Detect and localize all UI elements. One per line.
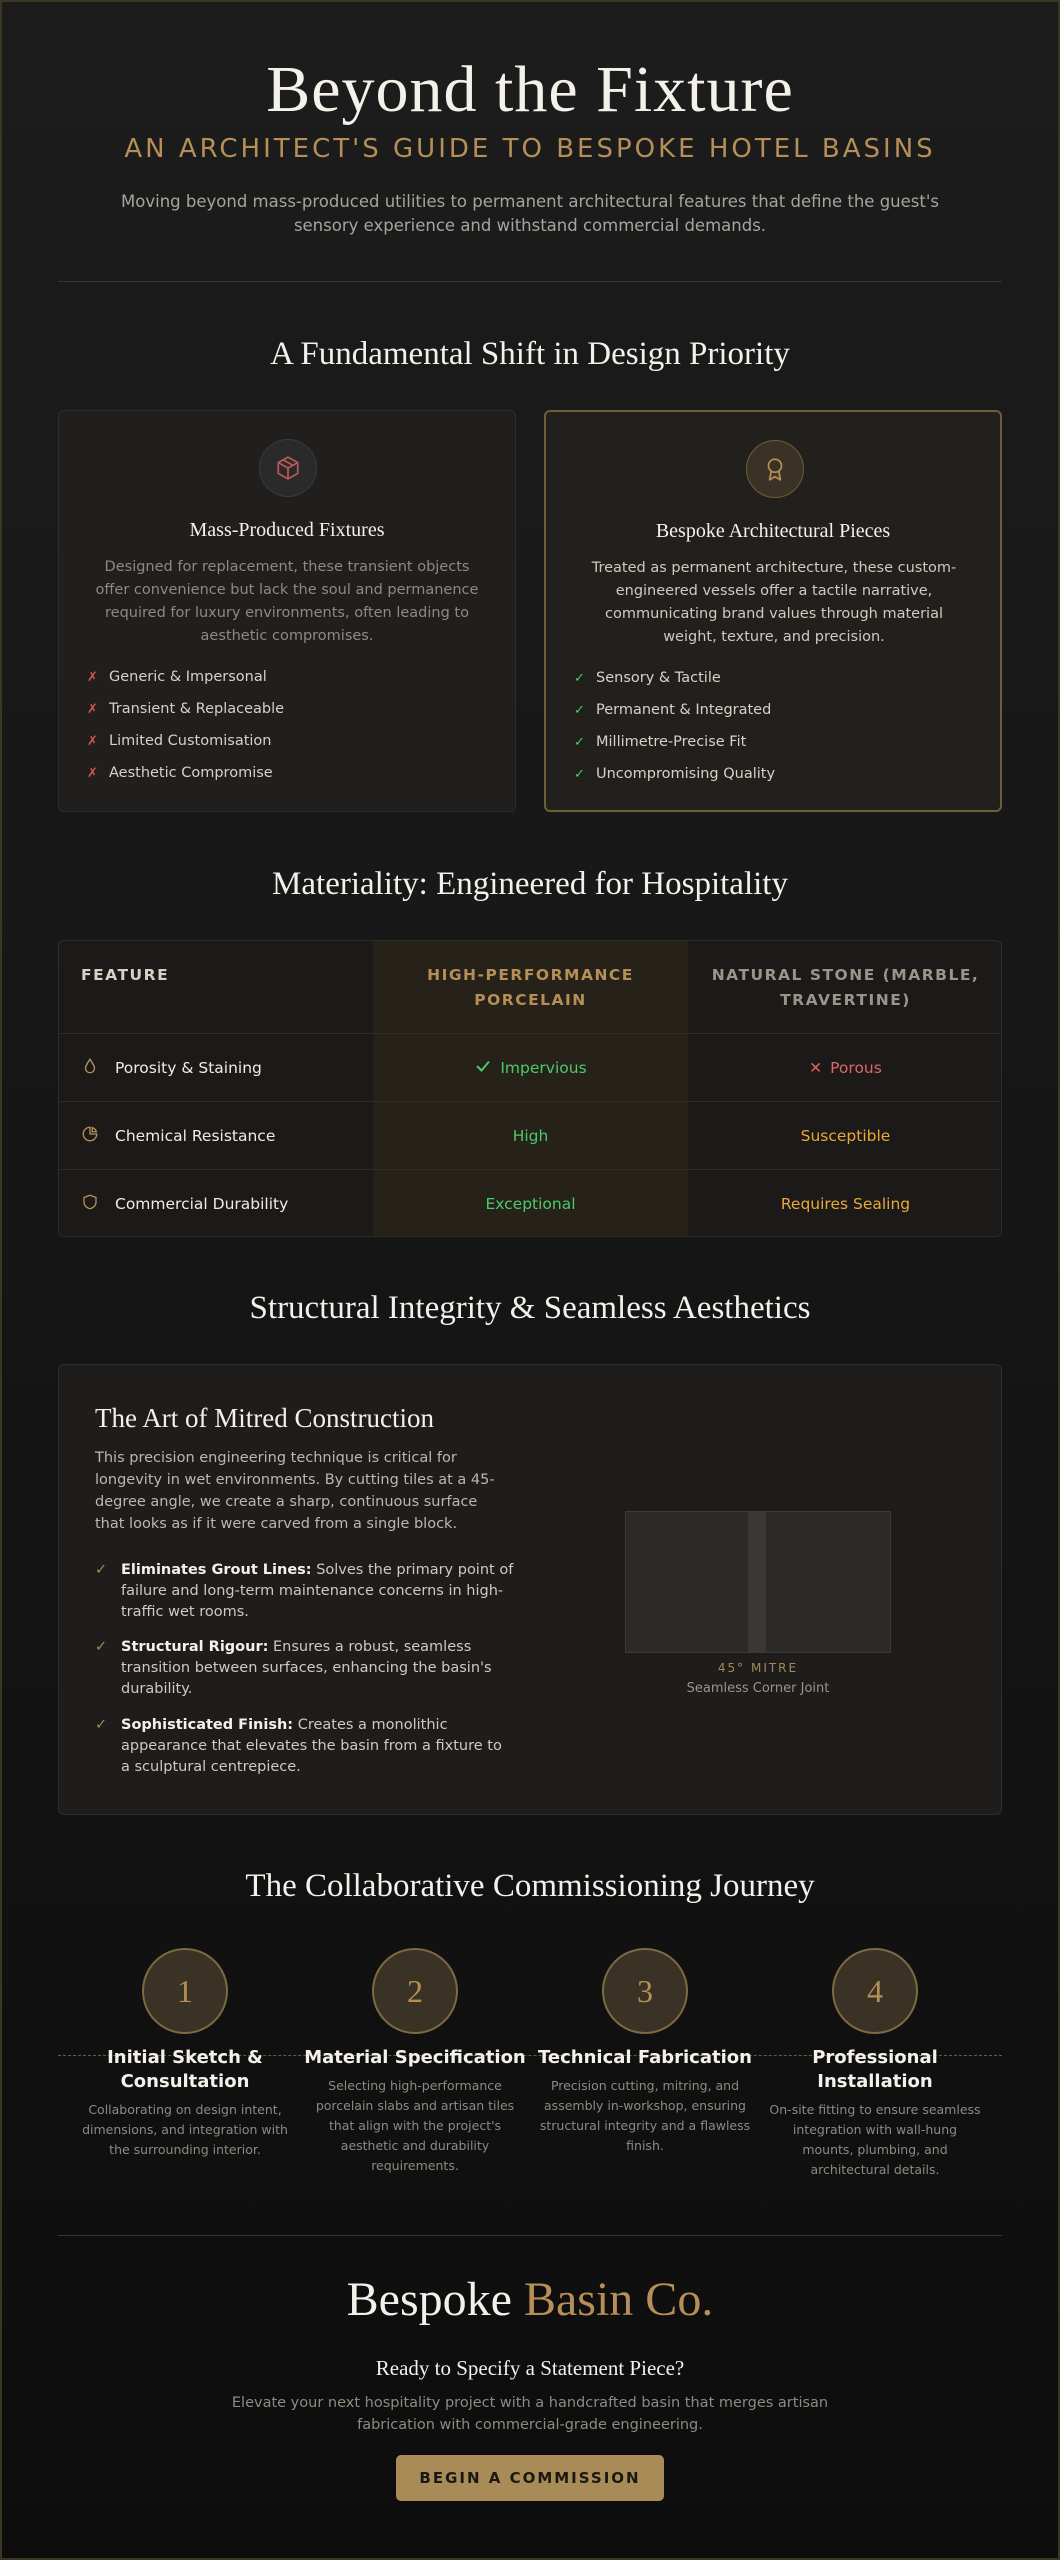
hero-description: Moving beyond mass-produced utilities to permanent architectural features that define the guest's sensory experience and withstand commercial demands. bbox=[121, 192, 939, 235]
step-number: 2 bbox=[372, 1948, 458, 2034]
panel-title: The Art of Mitred Construction bbox=[95, 1403, 434, 1433]
step-text: Precision cutting, mitring, and assembly in-workshop, ensuring structural integrity and a flawless finish. bbox=[539, 2078, 751, 2153]
stone-value: Susceptible bbox=[800, 1126, 891, 1145]
cta-title: Ready to Specify a Statement Piece? bbox=[375, 2356, 685, 2380]
cross-icon: ✗ bbox=[87, 733, 98, 749]
check-icon: ✓ bbox=[574, 734, 585, 750]
list-item: ✗ Transient & Replaceable bbox=[87, 701, 285, 717]
section-title-shift: A Fundamental Shift in Design Priority bbox=[270, 336, 790, 372]
table-row-label: Chemical Resistance bbox=[81, 1102, 275, 1169]
award-icon bbox=[746, 440, 804, 498]
card-description: Designed for replacement, these transient objects offer convenience but lack the soul and permanence required for luxury environments, often leading to aesthetic compromises. bbox=[95, 559, 479, 644]
list-item: ✗ Limited Customisation bbox=[87, 733, 272, 749]
mass-produced-card bbox=[58, 410, 516, 812]
step-title: Professional Installation bbox=[812, 2047, 938, 2092]
porcelain-value: High bbox=[512, 1126, 549, 1145]
step-title: Initial Sketch & Consultation bbox=[107, 2047, 263, 2092]
section-title-materiality: Materiality: Engineered for Hospitality bbox=[272, 866, 788, 902]
check-icon: ✓ bbox=[574, 766, 585, 782]
feature-list bbox=[574, 662, 775, 790]
step-title: Technical Fabrication bbox=[538, 2047, 752, 2068]
step-text: On-site fitting to ensure seamless integration with wall-hung mounts, plumbing, and architectural details. bbox=[769, 2102, 981, 2177]
mitre-label: 45° MITRE bbox=[717, 1661, 799, 1675]
cta-description: Elevate your next hospitality project with a handcrafted basin that merges artisan fabrication with commercial-grade engineering. bbox=[231, 2395, 829, 2433]
mitre-caption: Seamless Corner Joint bbox=[686, 1681, 830, 1696]
shield-icon bbox=[81, 1193, 115, 1215]
divider bbox=[58, 2235, 1002, 2236]
card-title: Bespoke Architectural Pieces bbox=[655, 520, 891, 542]
table-row-label: Commercial Durability bbox=[81, 1170, 288, 1237]
benefit-point: ✓ Eliminates Grout Lines: Solves the primary point of failure and long-term maintenance concerns in high-traffic wet rooms. bbox=[95, 1560, 515, 1623]
header-stone: NATURAL STONE (MARBLE, TRAVERTINE) bbox=[711, 966, 980, 1009]
step-number: 1 bbox=[142, 1948, 228, 2034]
stone-value: ✕ Porous bbox=[809, 1058, 882, 1077]
benefit-point: ✓ Structural Rigour: Ensures a robust, seamless transition between surfaces, enhancing the basin's durability. bbox=[95, 1637, 515, 1700]
materials-table bbox=[58, 940, 1002, 1237]
step-number: 3 bbox=[602, 1948, 688, 2034]
stone-value: Requires Sealing bbox=[780, 1194, 911, 1213]
mitre-seam bbox=[748, 1512, 766, 1652]
step-text: Selecting high-performance porcelain slabs and artisan tiles that align with the project's aesthetic and durability requirements. bbox=[315, 2078, 515, 2173]
page-subtitle: AN ARCHITECT'S GUIDE TO BESPOKE HOTEL BASINS bbox=[124, 134, 936, 164]
check-icon: ✓ bbox=[574, 702, 585, 718]
cross-icon: ✗ bbox=[87, 669, 98, 685]
mitre-joint-illustration bbox=[625, 1511, 891, 1653]
list-item: ✓ Millimetre-Precise Fit bbox=[574, 734, 747, 750]
step-number: 4 bbox=[832, 1948, 918, 2034]
benefit-point: ✓ Sophisticated Finish: Creates a monolithic appearance that elevates the basin from a fixture to a sculptural centrepiece. bbox=[95, 1715, 515, 1778]
header-feature: FEATURE bbox=[81, 966, 170, 984]
journey-step bbox=[70, 1948, 300, 2160]
section-title-journey: The Collaborative Commissioning Journey bbox=[245, 1868, 815, 1904]
check-icon bbox=[474, 1057, 492, 1079]
droplet-icon bbox=[81, 1057, 115, 1079]
porcelain-value: Impervious bbox=[373, 1034, 688, 1101]
brand-logo: Bespoke Basin Co. bbox=[346, 2273, 714, 2326]
bespoke-card bbox=[544, 410, 1002, 812]
check-icon: ✓ bbox=[95, 1717, 108, 1733]
card-description: Treated as permanent architecture, these custom-engineered vessels offer a tactile narrative, communicating brand values through material weight, texture, and precision. bbox=[591, 560, 957, 645]
journey-step bbox=[300, 1948, 530, 2176]
divider bbox=[58, 281, 1002, 282]
journey-step bbox=[760, 1948, 990, 2180]
check-icon: ✓ bbox=[95, 1639, 108, 1655]
begin-commission-button[interactable]: BEGIN A COMMISSION bbox=[396, 2455, 664, 2501]
pie-chart-icon bbox=[81, 1125, 115, 1147]
table-row-label: Porosity & Staining bbox=[81, 1034, 262, 1101]
cross-icon: ✗ bbox=[87, 765, 98, 781]
feature-list bbox=[87, 661, 284, 789]
step-title: Material Specification bbox=[304, 2047, 526, 2068]
porcelain-value: Exceptional bbox=[485, 1194, 576, 1213]
list-item: ✗ Generic & Impersonal bbox=[87, 669, 267, 685]
panel-intro: This precision engineering technique is critical for longevity in wet environments. By cutting tiles at a 45-degree angle, we create a sharp, continuous surface that looks as if it were carved from a single block. bbox=[95, 1450, 495, 1532]
list-item: ✓ Sensory & Tactile bbox=[574, 670, 721, 686]
card-title: Mass-Produced Fixtures bbox=[189, 519, 385, 541]
header-porcelain: HIGH-PERFORMANCE PORCELAIN bbox=[427, 966, 634, 1009]
box-icon bbox=[259, 439, 317, 497]
check-icon: ✓ bbox=[95, 1562, 108, 1578]
step-text: Collaborating on design intent, dimensions, and integration with the surrounding interior. bbox=[82, 2102, 288, 2157]
mitred-construction-panel bbox=[58, 1364, 1002, 1815]
check-icon: ✓ bbox=[574, 670, 585, 686]
section-title-structural: Structural Integrity & Seamless Aesthetics bbox=[249, 1290, 811, 1326]
list-item: ✗ Aesthetic Compromise bbox=[87, 765, 273, 781]
list-item: ✓ Uncompromising Quality bbox=[574, 766, 776, 782]
journey-step bbox=[530, 1948, 760, 2156]
list-item: ✓ Permanent & Integrated bbox=[574, 702, 772, 718]
cross-icon: ✗ bbox=[87, 701, 98, 717]
page-title: Beyond the Fixture bbox=[266, 53, 794, 126]
close-icon: ✕ bbox=[809, 1058, 823, 1077]
